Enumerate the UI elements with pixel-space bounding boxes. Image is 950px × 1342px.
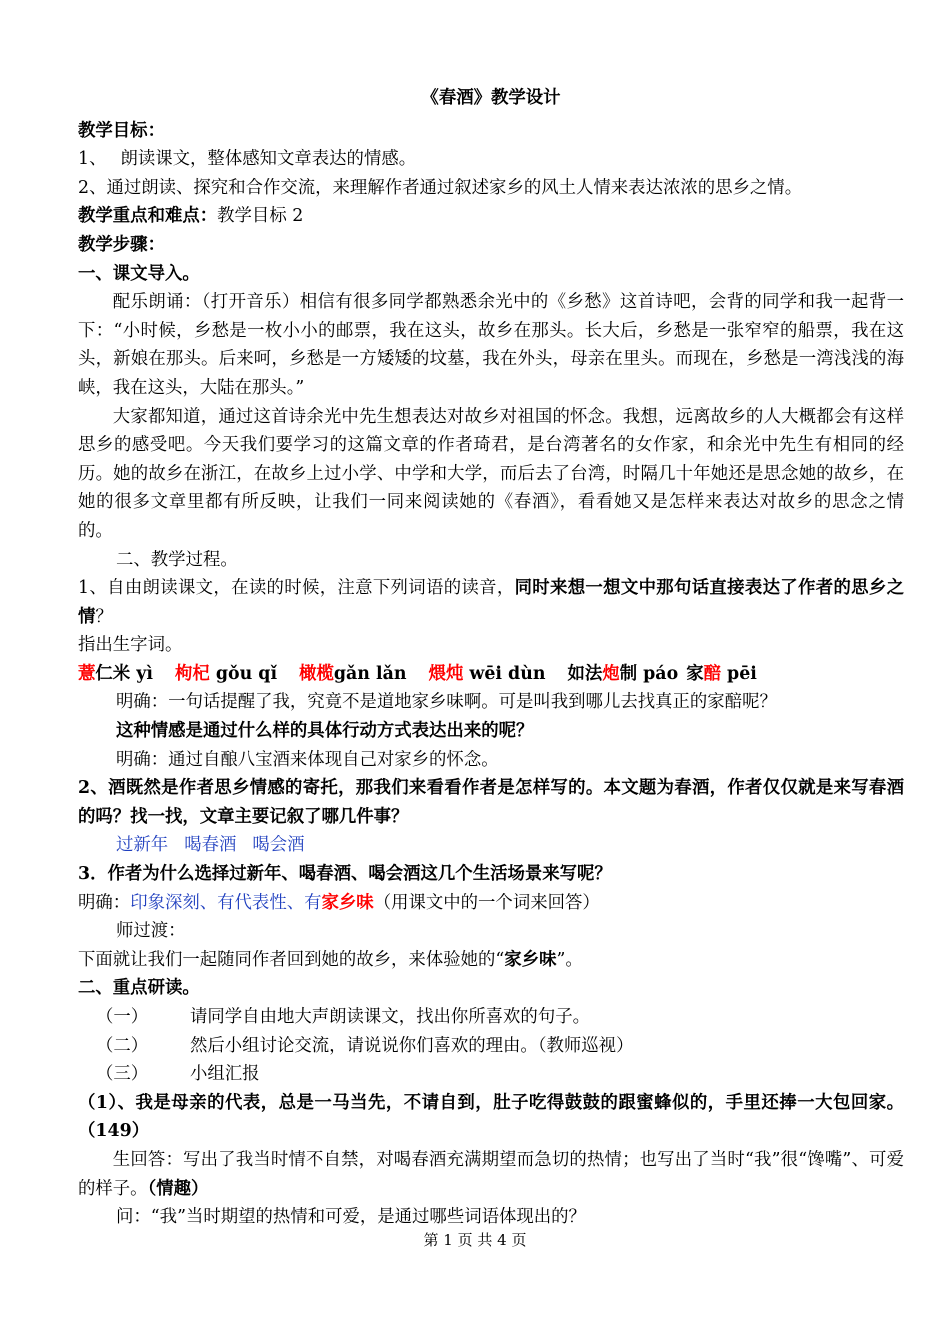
vocab-word-3: 橄榄 bbox=[299, 663, 334, 684]
transition-text bbox=[78, 946, 904, 975]
transition-text-b: ”。 bbox=[556, 949, 583, 970]
step2-heading: 二、教学过程。 bbox=[116, 549, 238, 570]
list-item-text: 请同学自由地大声朗读课文，找出你所喜欢的句子。 bbox=[190, 1007, 590, 1027]
doc-title: 《春酒》教学设计 bbox=[421, 88, 561, 108]
answer-1: 明确：一句话提醒了我，究竟不是道地家乡味啊。可是叫我到哪儿去找真正的家醅呢？ bbox=[116, 692, 777, 713]
transition-text-bold: 家乡味 bbox=[504, 949, 557, 970]
vocab-word-5-char: 炮 bbox=[602, 663, 620, 684]
vocab-word-6-pre: 家 bbox=[686, 663, 704, 684]
question-1-end: ？ bbox=[95, 606, 113, 627]
document-page bbox=[78, 84, 904, 1232]
objective-2: 2、通过朗读、探究和合作交流，来理解作者通过叙述家乡的风土人情来表达浓浓的思乡之情。 bbox=[78, 177, 803, 198]
list-item-num: （一） bbox=[96, 1007, 149, 1027]
question-3: 3．作者为什么选择过新年、喝春酒、喝会酒这几个生活场景来写呢？ bbox=[78, 864, 612, 885]
page-footer: 第 1 页 共 4 页 bbox=[423, 1231, 527, 1249]
transition-label: 师过渡： bbox=[116, 921, 186, 942]
question-1-text: 1、自由朗读课文，在读的时候，注意下列词语的读音， bbox=[78, 578, 515, 599]
steps-heading: 教学步骤： bbox=[78, 234, 165, 255]
list-item-num: （三） bbox=[96, 1064, 149, 1085]
keypoints bbox=[78, 202, 904, 231]
vocab-word-2: 枸杞 bbox=[174, 663, 210, 684]
keypoints-label: 教学重点和难点： bbox=[78, 206, 218, 227]
vocab-word-6-post: pēi bbox=[721, 663, 757, 684]
vocab-word-1: 仁米 yì bbox=[95, 663, 153, 684]
vocab-list bbox=[78, 660, 904, 689]
vocab-word-5-pre: 如法 bbox=[567, 663, 603, 684]
vocab-pinyin-2: gǒu qǐ bbox=[209, 663, 278, 684]
vocab-word-5-post: 制 páo bbox=[619, 663, 679, 684]
list-item bbox=[78, 1060, 904, 1089]
vocab-pinyin-3: gǎn lǎn bbox=[333, 663, 407, 684]
step1-heading: 一、课文导入。 bbox=[78, 263, 200, 284]
list-item bbox=[78, 1032, 904, 1061]
vocab-word-1-char: 薏 bbox=[78, 663, 96, 684]
student-answer bbox=[78, 1146, 904, 1203]
question-2: 2、酒既然是作者思乡情感的寄托，那我们来看看作者是怎样写的。本文题为春酒，作者仅仅就是来写春酒的吗？找一找，文章主要记叙了哪几件事？ bbox=[78, 778, 904, 827]
objectives-heading: 教学目标： bbox=[78, 120, 165, 141]
list-item-text: 小组汇报 bbox=[190, 1064, 260, 1085]
objective-1 bbox=[78, 145, 904, 174]
vocab-word-6-char: 醅 bbox=[703, 663, 721, 684]
list-item bbox=[78, 1003, 904, 1032]
list-item-text: 然后小组讨论交流，请说说你们喜欢的理由。（教师巡视） bbox=[190, 1035, 634, 1056]
event-item: 过新年 bbox=[116, 835, 169, 856]
quote-1: （1）、我是母亲的代表，总是一马当先，不请自到，肚子吃得鼓鼓的跟蜜蜂似的，手里还捧一大包回家。（149） bbox=[78, 1092, 904, 1142]
event-item: 喝会酒 bbox=[252, 835, 305, 856]
student-answer-tag: （情趣） bbox=[147, 1178, 209, 1199]
keypoints-text: 教学目标 2 bbox=[217, 206, 304, 227]
vocab-word-4: 煨炖 bbox=[428, 663, 464, 684]
objective-1-num: 1、 bbox=[78, 149, 107, 170]
intro-paragraph-1: 配乐朗诵：（打开音乐）相信有很多同学都熟悉余光中的《乡愁》这首诗吧，会背的同学和我一起背一下：“小时候，乡愁是一枚小小的邮票，我在这头，故乡在那头。长大后，乡愁是一张窄窄的船票，我在这头，新娘在那头。后来呵，乡愁是一方矮矮的坟墓，我在外头，母亲在里头。而现在，乡愁是一湾浅浅的海峡，我在这头，大陆在那头。” bbox=[78, 292, 904, 398]
answer-2: 明确：通过自酿八宝酒来体现自己对家乡的怀念。 bbox=[116, 749, 499, 770]
question-1-bold: 同时来想一想文中那句话直接表达了作者的思乡之情 bbox=[78, 578, 904, 627]
question-1 bbox=[78, 574, 904, 631]
answer-3-red: 家乡味 bbox=[321, 892, 374, 913]
list-item-num: （二） bbox=[96, 1035, 149, 1056]
transition-text-a: 下面就让我们一起随同作者回到她的故乡，来体验她的“ bbox=[78, 949, 505, 970]
events-list bbox=[78, 831, 904, 860]
intro-paragraph-2: 大家都知道，通过这首诗余光中先生想表达对故乡对祖国的怀念。我想，远离故乡的人大概都会有这样思乡的感受吧。今天我们要学习的这篇文章的作者琦君，是台湾著名的女作家，和余光中先生有相同的经历。她的故乡在浙江，在故乡上过小学、中学和大学，而后去了台湾，时隔几十年她还是思念她的故乡，在她的很多文章里都有所反映，让我们一同来阅读她的《春酒》，看看她又是怎样来表达对故乡的思念之情的。 bbox=[78, 406, 904, 541]
student-answer-text: 生回答：写出了我当时情不自禁，对喝春酒充满期望而急切的热情；也写出了当时“我”很“馋嘴”、可爱的样子。 bbox=[78, 1149, 904, 1199]
answer-3 bbox=[78, 889, 904, 918]
answer-3-note: （用课文中的一个词来回答） bbox=[373, 892, 600, 913]
question-bold-a: 这种情感是通过什么样的具体行动方式表达出来的呢？ bbox=[116, 721, 534, 742]
question-last: 问：“我”当时期望的热情和可爱，是通过哪些词语体现出的？ bbox=[116, 1207, 586, 1228]
step3-heading: 二、重点研读。 bbox=[78, 978, 200, 999]
objective-1-text: 朗读课文，整体感知文章表达的情感。 bbox=[120, 149, 417, 170]
answer-3-blue: 印象深刻、有代表性、有 bbox=[130, 892, 322, 913]
vocab-pinyin-4: wēi dùn bbox=[463, 663, 546, 684]
answer-3-label: 明确： bbox=[78, 892, 131, 913]
event-item: 喝春酒 bbox=[184, 835, 237, 856]
vocab-intro: 指出生字词。 bbox=[78, 635, 183, 656]
